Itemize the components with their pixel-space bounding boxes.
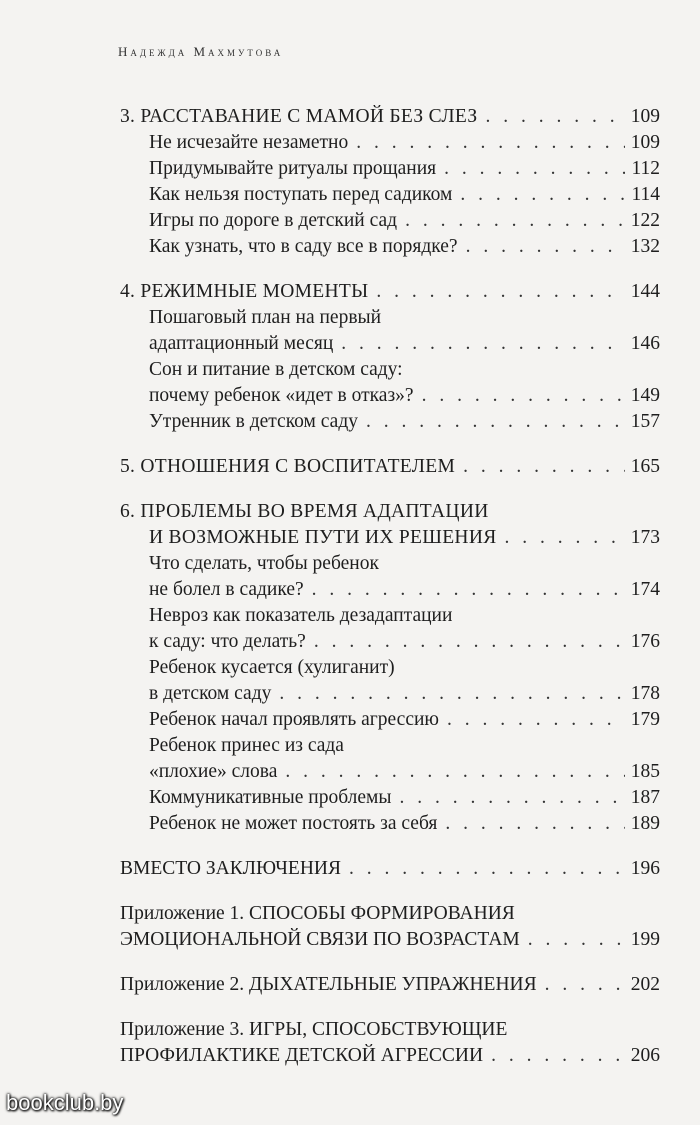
dot-leader [341,331,624,357]
toc-entry-title: ЭМОЦИОНАЛЬНОЙ СВЯЗИ ПО ВОЗРАСТАМ [120,929,520,950]
toc-subentry [120,208,660,234]
toc-entry [120,1043,660,1069]
toc-page-number: 174 [630,579,660,600]
toc-section [120,454,660,480]
toc-entry-title: ВМЕСТО ЗАКЛЮЧЕНИЯ [120,858,342,879]
toc-subentry [120,603,660,629]
toc-entry-title: Приложение 1. СПОСОБЫ ФОРМИРОВАНИЯ [120,903,515,924]
toc-section [120,499,660,837]
dot-leader [312,577,625,603]
toc-section [120,856,660,882]
toc-entry [120,525,660,551]
toc-entry-title: И ВОЗМОЖНЫЕ ПУТИ ИХ РЕШЕНИЯ [149,527,497,548]
toc-subentry [120,733,660,759]
dot-leader [444,156,625,182]
toc-entry-title: адаптационный месяц [149,333,334,354]
toc-entry [120,901,660,927]
toc-page-number: 149 [630,385,660,406]
toc-entry-title: Придумывайте ритуалы прощания [149,158,437,179]
toc-subentry [120,785,660,811]
toc-subentry [120,409,660,435]
dot-leader [445,811,624,837]
toc-entry [120,104,660,130]
dot-leader [545,972,625,998]
toc-entry-title: Ребенок не может постоять за себя [149,813,438,834]
toc-page-number: 185 [630,761,660,782]
toc-subentry [120,707,660,733]
dot-leader [463,454,625,480]
toc-page-number: 109 [630,106,660,127]
running-head: Надежда Махмутова [118,44,284,59]
toc-page-number: 114 [631,184,660,205]
toc-entry-title: 6. ПРОБЛЕМЫ ВО ВРЕМЯ АДАПТАЦИИ [120,501,489,522]
toc-entry-title: 4. РЕЖИМНЫЕ МОМЕНТЫ [120,281,369,302]
dot-leader [491,1043,625,1069]
toc-subentry [120,655,660,681]
toc-section [120,972,660,998]
toc-subentry [120,357,660,383]
dot-leader [356,130,625,156]
toc-page-number: 196 [630,858,660,879]
toc-subentry [120,681,660,707]
dot-leader [405,208,625,234]
toc-entry [120,1017,660,1043]
toc-entry-title: не болел в садике? [149,579,304,600]
toc-entry-title: Ребенок кусается (хулиганит) [149,657,395,678]
toc-section [120,901,660,953]
toc-entry-title: Утренник в детском саду [149,411,358,432]
site-watermark: bookclub.by [6,1090,124,1115]
toc-entry-title: Сон и питание в детском саду: [149,359,403,380]
toc-entry [120,279,660,305]
toc-entry-title: Ребенок начал проявлять агрессию [149,709,439,730]
toc-entry-title: Приложение 2. ДЫХАТЕЛЬНЫЕ УПРАЖНЕНИЯ [120,974,537,995]
toc-entry [120,972,660,998]
toc-subentry [120,383,660,409]
toc-subentry [120,182,660,208]
dot-leader [399,785,624,811]
toc-subentry [120,305,660,331]
toc-entry-title: Не исчезайте незаметно [149,132,349,153]
toc-entry-title: «плохие» слова [149,761,278,782]
toc-page-number: 146 [630,333,660,354]
toc-page-number: 112 [631,158,660,179]
toc-entry-title: Как узнать, что в саду все в порядке? [149,236,458,257]
dot-leader [422,383,625,409]
toc-entry-title: Ребенок принес из сада [149,735,344,756]
dot-leader [505,525,625,551]
toc-entry-title: Как нельзя поступать перед садиком [149,184,453,205]
toc-entry-title: Невроз как показатель дезадаптации [149,605,453,626]
toc-entry-title: почему ребенок «идет в отказ»? [149,385,414,406]
toc-subentry [120,234,660,260]
toc-page-number: 157 [630,411,660,432]
toc-page-number: 109 [630,132,660,153]
dot-leader [279,681,624,707]
toc-subentry [120,577,660,603]
toc-subentry [120,331,660,357]
table-of-contents [120,104,660,1088]
toc-page-number: 179 [630,709,660,730]
dot-leader [447,707,625,733]
dot-leader [460,182,625,208]
toc-section [120,279,660,435]
toc-subentry [120,759,660,785]
toc-page-number: 132 [630,236,660,257]
toc-entry [120,927,660,953]
toc-section [120,1017,660,1069]
toc-subentry [120,811,660,837]
toc-entry-title: Пошаговый план на первый [149,307,382,328]
dot-leader [528,927,625,953]
toc-entry-title: Что сделать, чтобы ребенок [149,553,379,574]
toc-page-number: 189 [630,813,660,834]
toc-page-number: 173 [630,527,660,548]
toc-subentry [120,629,660,655]
toc-entry-title: Коммуникативные проблемы [149,787,392,808]
toc-subentry [120,156,660,182]
toc-page-number: 206 [630,1045,660,1066]
toc-page-number: 199 [630,929,660,950]
toc-entry-title: Игры по дороге в детский сад [149,210,398,231]
toc-entry-title: 3. РАССТАВАНИЕ С МАМОЙ БЕЗ СЛЕЗ [120,106,478,127]
toc-page-number: 202 [630,974,660,995]
toc-entry-title: ПРОФИЛАКТИКЕ ДЕТСКОЙ АГРЕССИИ [120,1045,484,1066]
toc-page-number: 122 [630,210,660,231]
dot-leader [376,279,624,305]
toc-page-number: 176 [630,631,660,652]
toc-entry-title: в детском саду [149,683,272,704]
dot-leader [285,759,624,785]
dot-leader [485,104,624,130]
toc-entry-title: 5. ОТНОШЕНИЯ С ВОСПИТАТЕЛЕМ [120,456,456,477]
toc-entry [120,499,660,525]
toc-page-number: 165 [630,456,660,477]
dot-leader [349,856,625,882]
toc-entry [120,454,660,480]
dot-leader [366,409,625,435]
toc-subentry [120,551,660,577]
toc-page-number: 187 [630,787,660,808]
dot-leader [314,629,625,655]
toc-entry-title: к саду: что делать? [149,631,306,652]
toc-subentry [120,130,660,156]
toc-page-number: 144 [630,281,660,302]
dot-leader [466,234,625,260]
toc-section [120,104,660,260]
toc-entry [120,856,660,882]
toc-entry-title: Приложение 3. ИГРЫ, СПОСОБСТВУЮЩИЕ [120,1019,508,1040]
toc-page-number: 178 [630,683,660,704]
